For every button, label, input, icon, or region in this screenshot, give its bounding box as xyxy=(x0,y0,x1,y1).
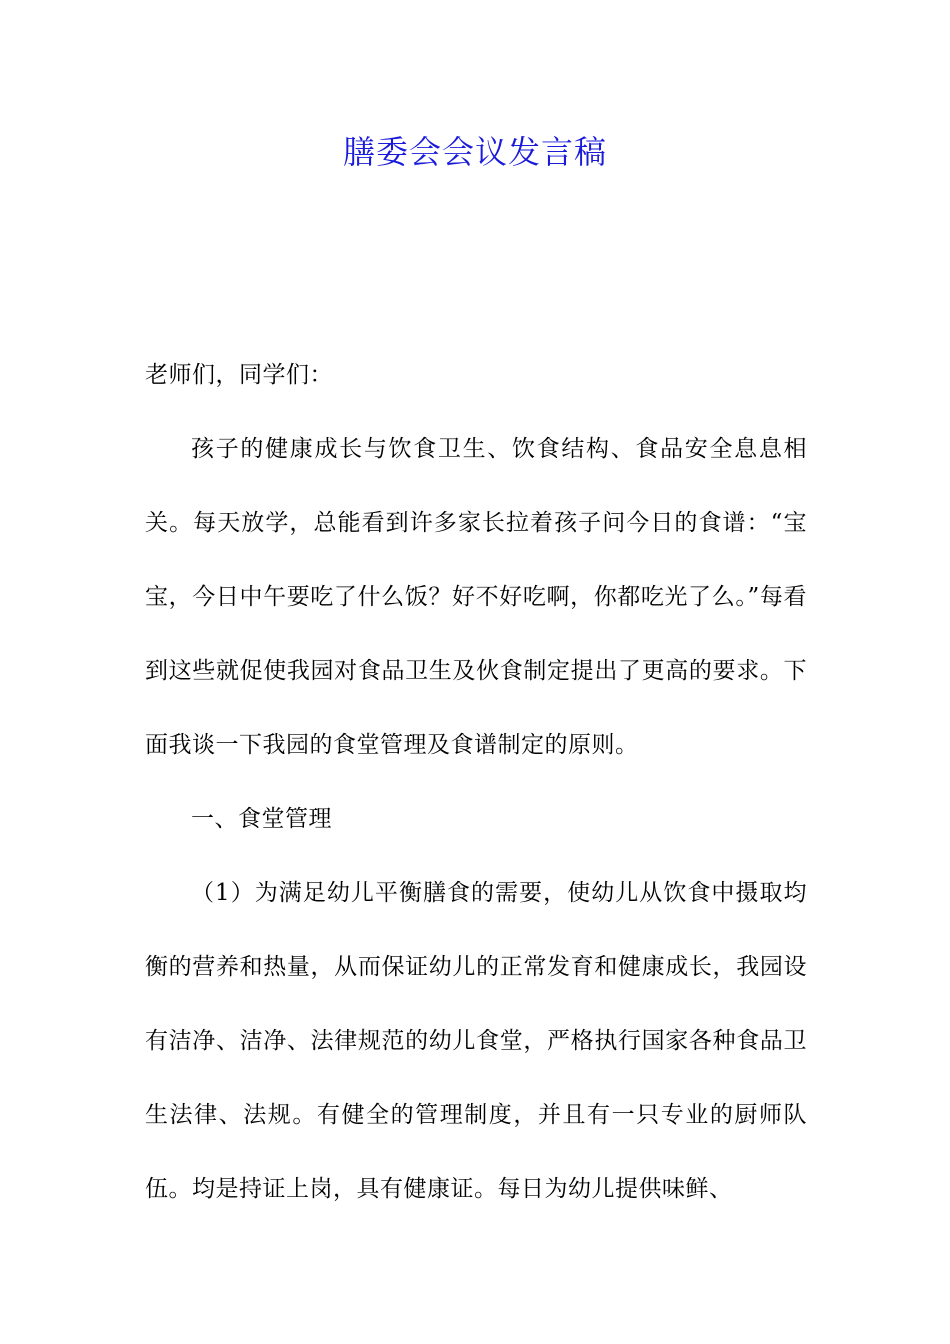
document-title: 膳委会会议发言稿 xyxy=(342,133,607,171)
section-heading-canteen-management: 一、食堂管理 xyxy=(191,806,332,832)
salutation: 老师们，同学们： xyxy=(145,362,333,388)
document-body xyxy=(145,338,807,1226)
paragraph-intro: 孩子的健康成长与饮食卫生、饮食结构、食品安全息息相关。每天放学，总能看到许多家长拉着孩子问今日的食谱：“宝宝，今日中午要吃了什么饭？好不好吃啊，你都吃光了么。”每看到这些就促使我园对食品卫生及伙食制定提出了更高的要求。下面我谈一下我园的食堂管理及食谱制定的原则。 xyxy=(145,436,807,758)
paragraph-canteen-item-1: （1）为满足幼儿平衡膳食的需要，使幼儿从饮食中摄取均衡的营养和热量，从而保证幼儿的正常发育和健康成长，我园设有洁净、洁净、法律规范的幼儿食堂，严格执行国家各种食品卫生法律、法规。有健全的管理制度，并且有一只专业的厨师队伍。均是持证上岗，具有健康证。每日为幼儿提供味鲜、 xyxy=(145,880,807,1202)
